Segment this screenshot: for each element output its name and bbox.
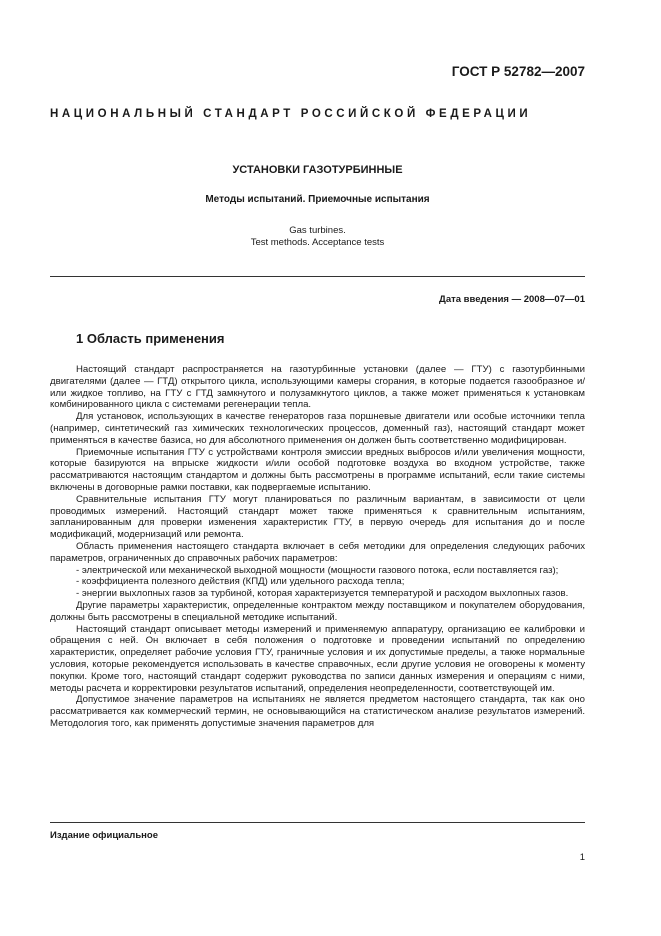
introduction-date: Дата введения — 2008—07—01: [439, 294, 585, 305]
section-body: [50, 364, 585, 730]
standard-subtitle: Методы испытаний. Приемочные испытания: [205, 194, 430, 205]
page-number: 1: [579, 852, 585, 863]
title-divider: [50, 276, 585, 277]
paragraph: Для установок, использующих в качестве генераторов газа поршневые двигатели или особые источники тепла (например, синтетический газ химических технологических процессов, доменный газ), настоящий стандарт может применяться в качестве базиса, но для абсолютного применения он должен быть соответственно модифицирован.: [50, 411, 585, 446]
list-item: - коэффициента полезного действия (КПД) или удельного расхода тепла;: [76, 576, 405, 588]
paragraph: Настоящий стандарт описывает методы измерений и применяемую аппаратуру, организацию ее калибровки и обращения с ней. Он включает в себя положения о подготовке и проведении испытаний по определению характеристик, определяет рабочие условия ГТУ, граничные условия и их допустимые пределы, а также нормальные условия, которые рекомендуется использовать в качестве справочных, если другие условия не оговорены к моменту покупки. Кроме того, настоящий стандарт содержит руководства по записи данных измерения и операциям с ними, методы расчета и корректировки результатов испытаний, определения неопределенности, соответствующей им.: [50, 623, 585, 694]
section-heading: 1 Область применения: [76, 331, 225, 346]
paragraph: Другие параметры характеристик, определенные контрактом между поставщиком и покупателем оборудования, должны быть рассмотрены в специальной методике испытаний.: [50, 599, 585, 623]
english-title-line-2: Test methods. Acceptance tests: [250, 237, 385, 248]
paragraph: Допустимое значение параметров на испытаниях не является предметом настоящего стандарта, так как оно рассматривается как коммерческий термин, не основывающийся на статистическом анализе результатов измерений. Методология того, как применять допустимые значения параметров для: [50, 694, 585, 729]
document-number: ГОСТ Р 52782—2007: [451, 64, 585, 79]
paragraph: Область применения настоящего стандарта включает в себя методики для определения следующих рабочих параметров, ограниченных до справочных рабочих параметров:: [50, 540, 585, 564]
list-item: - энергии выхлопных газов за турбиной, которая характеризуется температурой и расходом выхлопных газов.: [76, 588, 569, 600]
footer-divider: [50, 822, 585, 823]
official-edition-label: Издание официальное: [50, 830, 158, 841]
paragraph: Приемочные испытания ГТУ с устройствами контроля эмиссии вредных выбросов и/или увеличения мощности, которые базируются на впрыске жидкости и/или особой подготовке воздуха во входном устройстве, также рассматриваются настоящим стандартом и должны быть рассмотрены в программе испытаний, если такие системы включены в договорные рамки поставки, как подвергаемые испытанию.: [50, 446, 585, 493]
paragraph: Настоящий стандарт распространяется на газотурбинные установки (далее — ГТУ) с газотурбинными двигателями (далее — ГТД) открытого цикла, использующими камеры сгорания, в которые подается газообразное и/или жидкое топливо, на ГТУ с ГТД замкнутого и полузамкнутого циклов, а также может применяться к установкам комбинированного цикла с системами регенерации тепла.: [50, 364, 585, 411]
paragraph: Сравнительные испытания ГТУ могут планироваться по различным вариантам, в зависимости от цели проводимых измерений. Настоящий стандарт может также применяться к сравнительным испытаниям, запланированным для проверки изменения характеристик ГТУ, в первую очередь для испытания до и после модификаций, модернизаций или ремонта.: [50, 493, 585, 541]
national-standard-banner: НАЦИОНАЛЬНЫЙ СТАНДАРТ РОССИЙСКОЙ ФЕДЕРАЦИИ: [50, 108, 532, 120]
list-item: - электрической или механической выходной мощности (мощности газового потока, если поставляется газ);: [76, 564, 559, 576]
english-title-line-1: Gas turbines.: [289, 225, 346, 236]
standard-title: УСТАНОВКИ ГАЗОТУРБИННЫЕ: [232, 164, 403, 176]
